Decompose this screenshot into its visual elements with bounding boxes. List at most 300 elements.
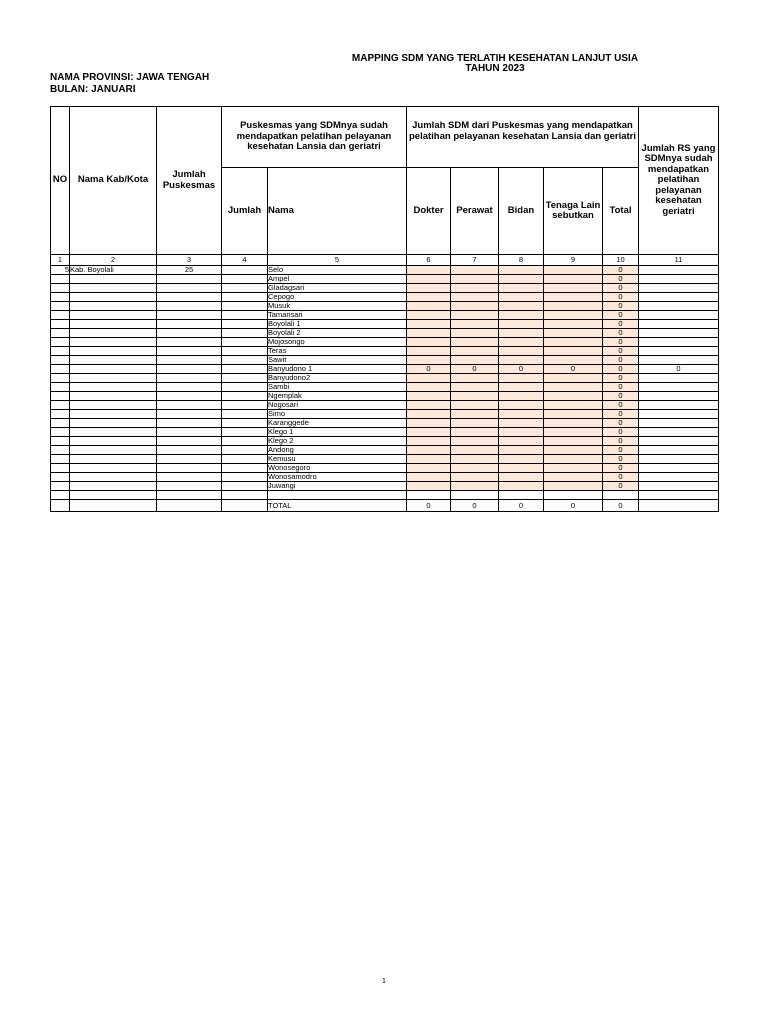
row-dokter [407,482,451,491]
row-rs [639,392,719,401]
row-jumlah-puskesmas [157,347,222,356]
empty-cell [157,491,222,500]
row-perawat [451,356,499,365]
puskesmas-name: Musuk [268,302,407,311]
table-row [51,392,719,401]
table-row [51,383,719,392]
row-tenaga-lain [544,401,603,410]
puskesmas-name: Nogosari [268,401,407,410]
row-bidan [499,482,544,491]
table-row [51,266,719,275]
row-tenaga-lain [544,455,603,464]
puskesmas-name: Cepogo [268,293,407,302]
row-perawat [451,293,499,302]
row-perawat [451,266,499,275]
empty-cell [639,500,719,512]
column-number-row [51,255,719,266]
row-dokter [407,293,451,302]
row-no [51,302,70,311]
row-bidan [499,473,544,482]
row-no [51,347,70,356]
row-perawat [451,284,499,293]
month-label: BULAN: JANUARI [50,84,136,95]
row-jumlah [222,419,268,428]
row-perawat [451,464,499,473]
table-row [51,311,719,320]
row-tenaga-lain [544,446,603,455]
row-perawat [451,338,499,347]
row-total: 0 [603,374,639,383]
row-bidan [499,275,544,284]
row-jumlah-puskesmas [157,365,222,374]
row-rs [639,428,719,437]
row-total: 0 [603,338,639,347]
row-kab [70,347,157,356]
row-total: 0 [603,275,639,284]
row-kab [70,338,157,347]
row-rs [639,284,719,293]
row-bidan [499,437,544,446]
row-total: 0 [603,284,639,293]
table-row [51,464,719,473]
row-total: 0 [603,266,639,275]
header-total: Total [603,168,639,255]
row-kab [70,320,157,329]
row-jumlah [222,374,268,383]
row-bidan [499,428,544,437]
row-jumlah [222,455,268,464]
row-tenaga-lain [544,464,603,473]
row-kab [70,356,157,365]
row-rs [639,446,719,455]
row-no [51,338,70,347]
empty-cell [603,491,639,500]
row-jumlah [222,293,268,302]
page-number: 1 [382,978,386,985]
row-total: 0 [603,329,639,338]
row-perawat [451,347,499,356]
table-row [51,419,719,428]
puskesmas-name: Banyudono2 [268,374,407,383]
table-row [51,401,719,410]
row-total: 0 [603,482,639,491]
total-tenaga-lain: 0 [544,500,603,512]
row-jumlah [222,311,268,320]
row-kab [70,401,157,410]
empty-cell [157,500,222,512]
puskesmas-name: Wonosamodro [268,473,407,482]
row-dokter [407,464,451,473]
table-row [51,410,719,419]
row-total: 0 [603,311,639,320]
row-bidan [499,392,544,401]
row-bidan [499,455,544,464]
puskesmas-name: Juwangi [268,482,407,491]
row-total: 0 [603,419,639,428]
row-total: 0 [603,293,639,302]
table-row [51,284,719,293]
row-kab: Kab. Boyolali [70,266,157,275]
row-rs [639,338,719,347]
table-row [51,473,719,482]
row-jumlah [222,446,268,455]
row-kab [70,329,157,338]
row-total: 0 [603,392,639,401]
empty-cell [70,500,157,512]
row-rs [639,401,719,410]
row-bidan [499,302,544,311]
empty-cell [451,491,499,500]
row-jumlah-puskesmas [157,329,222,338]
row-bidan [499,284,544,293]
row-kab [70,311,157,320]
row-jumlah-puskesmas [157,473,222,482]
puskesmas-name: Simo [268,410,407,419]
row-tenaga-lain [544,284,603,293]
table-row [51,455,719,464]
row-rs [639,419,719,428]
province-label: NAMA PROVINSI: JAWA TENGAH [50,72,210,83]
header-dokter: Dokter [407,168,451,255]
row-tenaga-lain [544,311,603,320]
row-rs [639,455,719,464]
row-jumlah [222,338,268,347]
row-bidan [499,320,544,329]
row-bidan [499,383,544,392]
row-total: 0 [603,401,639,410]
row-rs [639,482,719,491]
row-dokter [407,473,451,482]
row-rs [639,293,719,302]
row-no [51,392,70,401]
row-kab [70,374,157,383]
row-total: 0 [603,428,639,437]
row-kab [70,437,157,446]
table-row [51,347,719,356]
row-jumlah [222,347,268,356]
puskesmas-name: Boyolali 1 [268,320,407,329]
row-dokter [407,302,451,311]
row-jumlah [222,320,268,329]
row-jumlah-puskesmas [157,311,222,320]
row-perawat: 0 [451,365,499,374]
row-jumlah [222,401,268,410]
row-jumlah [222,284,268,293]
row-perawat [451,311,499,320]
empty-cell [407,491,451,500]
col-number: 1 [51,255,70,266]
row-total: 0 [603,302,639,311]
row-perawat [451,392,499,401]
row-dokter [407,266,451,275]
puskesmas-name: Gladagsari [268,284,407,293]
row-perawat [451,320,499,329]
header-puskesmas-group: Puskesmas yang SDMnya sudah mendapatkan pelatihan pelayanan kesehatan Lansia dan geriatri [222,107,407,168]
header-jumlah: Jumlah [222,168,268,255]
row-no [51,329,70,338]
row-kab [70,473,157,482]
empty-cell [544,491,603,500]
row-no [51,455,70,464]
row-dokter [407,320,451,329]
row-bidan [499,464,544,473]
row-jumlah-puskesmas [157,374,222,383]
row-no [51,356,70,365]
row-jumlah-puskesmas: 25 [157,266,222,275]
table-row [51,329,719,338]
row-kab [70,482,157,491]
puskesmas-name: Kemusu [268,455,407,464]
row-dokter [407,284,451,293]
row-dokter [407,329,451,338]
totals-row [51,500,719,512]
row-jumlah [222,383,268,392]
col-number: 8 [499,255,544,266]
row-tenaga-lain [544,347,603,356]
row-rs [639,383,719,392]
puskesmas-name: Teras [268,347,407,356]
row-tenaga-lain [544,482,603,491]
row-total: 0 [603,365,639,374]
row-perawat [451,374,499,383]
row-dokter [407,428,451,437]
row-dokter [407,374,451,383]
table-row [51,365,719,374]
row-no [51,410,70,419]
empty-cell [51,500,70,512]
row-tenaga-lain [544,410,603,419]
col-number: 3 [157,255,222,266]
row-kab [70,419,157,428]
row-rs [639,464,719,473]
empty-cell [499,491,544,500]
row-jumlah-puskesmas [157,275,222,284]
row-no [51,293,70,302]
mapping-table [50,106,719,512]
row-perawat [451,482,499,491]
header-no: NO [51,107,70,255]
row-bidan [499,401,544,410]
row-perawat [451,401,499,410]
puskesmas-name: Klego 2 [268,437,407,446]
row-kab [70,383,157,392]
row-no [51,464,70,473]
document-year: TAHUN 2023 [465,63,525,74]
row-jumlah-puskesmas [157,401,222,410]
table-row [51,437,719,446]
row-tenaga-lain [544,329,603,338]
row-tenaga-lain [544,473,603,482]
row-dokter [407,446,451,455]
header-nama: Nama [268,168,407,255]
empty-cell [70,491,157,500]
puskesmas-name: Karanggede [268,419,407,428]
header-sdm-group: Jumlah SDM dari Puskesmas yang mendapatkan pelatihan pelayanan kesehatan Lansia dan geriatri [407,107,639,168]
row-jumlah-puskesmas [157,302,222,311]
row-perawat [451,473,499,482]
row-tenaga-lain [544,392,603,401]
row-rs [639,329,719,338]
puskesmas-name: Tamansari [268,311,407,320]
row-perawat [451,410,499,419]
row-bidan [499,446,544,455]
row-perawat [451,455,499,464]
col-number: 11 [639,255,719,266]
puskesmas-name: Sambi [268,383,407,392]
puskesmas-name: Boyolali 2 [268,329,407,338]
row-no: 5 [51,266,70,275]
puskesmas-name: Ampel [268,275,407,284]
row-perawat [451,419,499,428]
row-tenaga-lain [544,374,603,383]
empty-cell [51,491,70,500]
row-dokter [407,455,451,464]
col-number: 10 [603,255,639,266]
puskesmas-name: Wonosegoro [268,464,407,473]
col-number: 7 [451,255,499,266]
row-total: 0 [603,455,639,464]
row-kab [70,275,157,284]
total-dokter: 0 [407,500,451,512]
row-bidan [499,266,544,275]
table-row [51,491,719,500]
row-jumlah [222,482,268,491]
row-jumlah [222,275,268,284]
row-perawat [451,446,499,455]
row-tenaga-lain [544,428,603,437]
row-perawat [451,428,499,437]
row-rs [639,410,719,419]
row-dokter [407,419,451,428]
row-rs [639,302,719,311]
row-kab [70,464,157,473]
row-kab [70,302,157,311]
row-jumlah [222,473,268,482]
row-perawat [451,302,499,311]
row-no [51,374,70,383]
puskesmas-name: Mojosongo [268,338,407,347]
totals-label: TOTAL [268,500,407,512]
row-dokter [407,275,451,284]
row-tenaga-lain [544,302,603,311]
row-total: 0 [603,347,639,356]
total-total: 0 [603,500,639,512]
row-kab [70,455,157,464]
col-number: 5 [268,255,407,266]
row-jumlah-puskesmas [157,446,222,455]
row-tenaga-lain [544,419,603,428]
table-row [51,338,719,347]
row-kab [70,428,157,437]
row-rs [639,266,719,275]
row-kab [70,392,157,401]
row-jumlah [222,266,268,275]
row-jumlah [222,464,268,473]
row-kab [70,446,157,455]
empty-cell [268,491,407,500]
row-jumlah-puskesmas [157,356,222,365]
row-no [51,320,70,329]
row-rs [639,437,719,446]
row-jumlah [222,302,268,311]
header-nama-kab: Nama Kab/Kota [70,107,157,255]
row-tenaga-lain [544,356,603,365]
table-row [51,482,719,491]
row-jumlah-puskesmas [157,338,222,347]
row-rs [639,473,719,482]
row-bidan [499,374,544,383]
row-rs [639,374,719,383]
row-dokter [407,311,451,320]
row-dokter [407,437,451,446]
row-no [51,275,70,284]
header-jumlah-puskesmas: Jumlah Puskesmas [157,107,222,255]
row-rs [639,320,719,329]
row-rs: 0 [639,365,719,374]
row-jumlah-puskesmas [157,455,222,464]
col-number: 4 [222,255,268,266]
puskesmas-name: Ngemplak [268,392,407,401]
row-bidan [499,311,544,320]
row-no [51,446,70,455]
row-tenaga-lain [544,293,603,302]
row-jumlah [222,365,268,374]
row-jumlah [222,428,268,437]
table-row [51,446,719,455]
row-total: 0 [603,356,639,365]
total-bidan: 0 [499,500,544,512]
table-row [51,320,719,329]
puskesmas-name: Andong [268,446,407,455]
row-tenaga-lain [544,338,603,347]
row-rs [639,356,719,365]
row-dokter [407,401,451,410]
puskesmas-name: Banyudono 1 [268,365,407,374]
row-jumlah-puskesmas [157,464,222,473]
row-no [51,365,70,374]
row-no [51,284,70,293]
row-jumlah-puskesmas [157,284,222,293]
puskesmas-name: Klego 1 [268,428,407,437]
table-row [51,356,719,365]
row-dokter [407,383,451,392]
row-bidan: 0 [499,365,544,374]
row-jumlah [222,356,268,365]
table-row [51,302,719,311]
row-jumlah [222,392,268,401]
row-jumlah [222,410,268,419]
col-number: 9 [544,255,603,266]
row-tenaga-lain [544,266,603,275]
row-rs [639,347,719,356]
row-jumlah-puskesmas [157,392,222,401]
row-no [51,473,70,482]
header-bidan: Bidan [499,168,544,255]
row-tenaga-lain [544,437,603,446]
table-row [51,374,719,383]
row-jumlah-puskesmas [157,410,222,419]
row-no [51,482,70,491]
empty-cell [222,500,268,512]
row-kab [70,410,157,419]
row-bidan [499,329,544,338]
header-tenaga-lain: Tenaga Lain sebutkan [544,168,603,255]
row-total: 0 [603,464,639,473]
row-no [51,311,70,320]
row-tenaga-lain [544,320,603,329]
header-perawat: Perawat [451,168,499,255]
row-total: 0 [603,410,639,419]
